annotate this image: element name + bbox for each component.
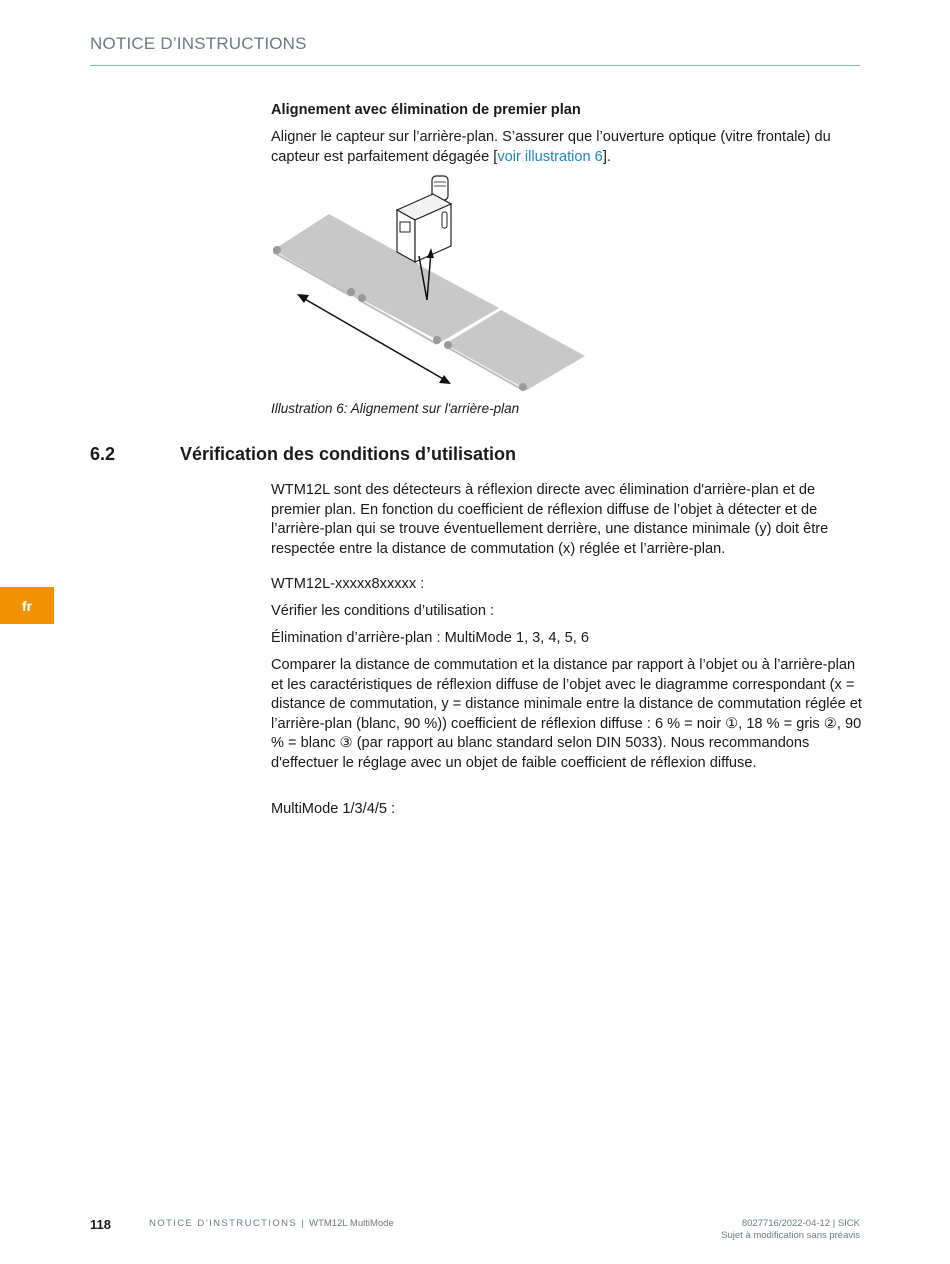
roller-3 [358,294,366,302]
distance-arrowhead-end [439,375,451,384]
alignment-illustration [271,172,591,400]
roller-2 [347,288,355,296]
compare-text: Comparer la distance de commutation et la distance par rapport à l’objet ou à l’arrière-plan et les caractéristiques de réflexion diffuse de l’objet avec le diagramme correspondant (x = distance de commutation, y = distance minimale entre la distance de commutation réglée et l’arrière-plan (blanc, 90 %)) coefficient de réflexion diffuse : 6 % = noir ①, 18 % = gris ②, 90 % = blanc ③ (par rapport au blanc standard selon DIN 5033). Nous recommandons d'effectuer le réglage avec un objet de faible coefficient de réflexion diffuse. [271,657,862,771]
section-title: Vérification des conditions d’utilisation [180,444,517,464]
section-number: 6.2 [90,444,116,464]
alignment-text-after: ]. [602,148,611,165]
header-divider [90,65,860,66]
check-text: Vérifier les conditions d’utilisation : [271,603,495,619]
footer-product: WTM12L MultiMode [309,1218,394,1229]
multimode-label: MultiMode 1/3/4/5 : [271,801,396,817]
alignment-text [271,128,863,167]
footer-document [149,1218,394,1229]
alignment-text-before: Aligner le capteur sur l’arrière-plan. S’assurer que l’ouverture optique (vitre frontale) du capteur est parfaitement dégagée [ [271,129,831,165]
illustration-svg [271,172,591,400]
page-number: 118 [90,1217,111,1232]
roller-6 [519,383,527,391]
language-tab: fr [0,587,54,624]
illustration-link[interactable]: voir illustration 6 [497,148,603,165]
roller-4 [433,336,441,344]
roller-5 [444,341,452,349]
roller-1 [273,246,281,254]
footer-note: Sujet à modification sans préavis [721,1230,860,1241]
figure-caption: Illustration 6: Alignement sur l'arrière-plan [271,401,520,416]
sensor-device [397,176,451,262]
model-label: WTM12L-xxxxx8xxxxx : [271,576,425,592]
alignment-heading: Alignement avec élimination de premier plan [271,102,581,118]
footer-right [721,1218,860,1242]
header-title: NOTICE D’INSTRUCTIONS [90,34,307,53]
elimination-label: Élimination d’arrière-plan : MultiMode 1, 3, 4, 5, 6 [271,630,589,646]
distance-arrowhead-start [297,294,309,303]
section-intro: WTM12L sont des détecteurs à réflexion directe avec élimination d'arrière-plan et de premier plan. En fonction du coefficient de réflexion diffuse de l’objet à détecter et de l’arrière-plan qui se trouve éventuellement derrière, une distance minimale (y) doit être respectée entre la distance de commutation (x) réglée et l’arrière-plan. [271,482,829,557]
footer-doc-title: NOTICE D’INSTRUCTIONS | [149,1218,310,1229]
footer-code: 8027716/2022-04-12 | SICK [741,1218,860,1229]
